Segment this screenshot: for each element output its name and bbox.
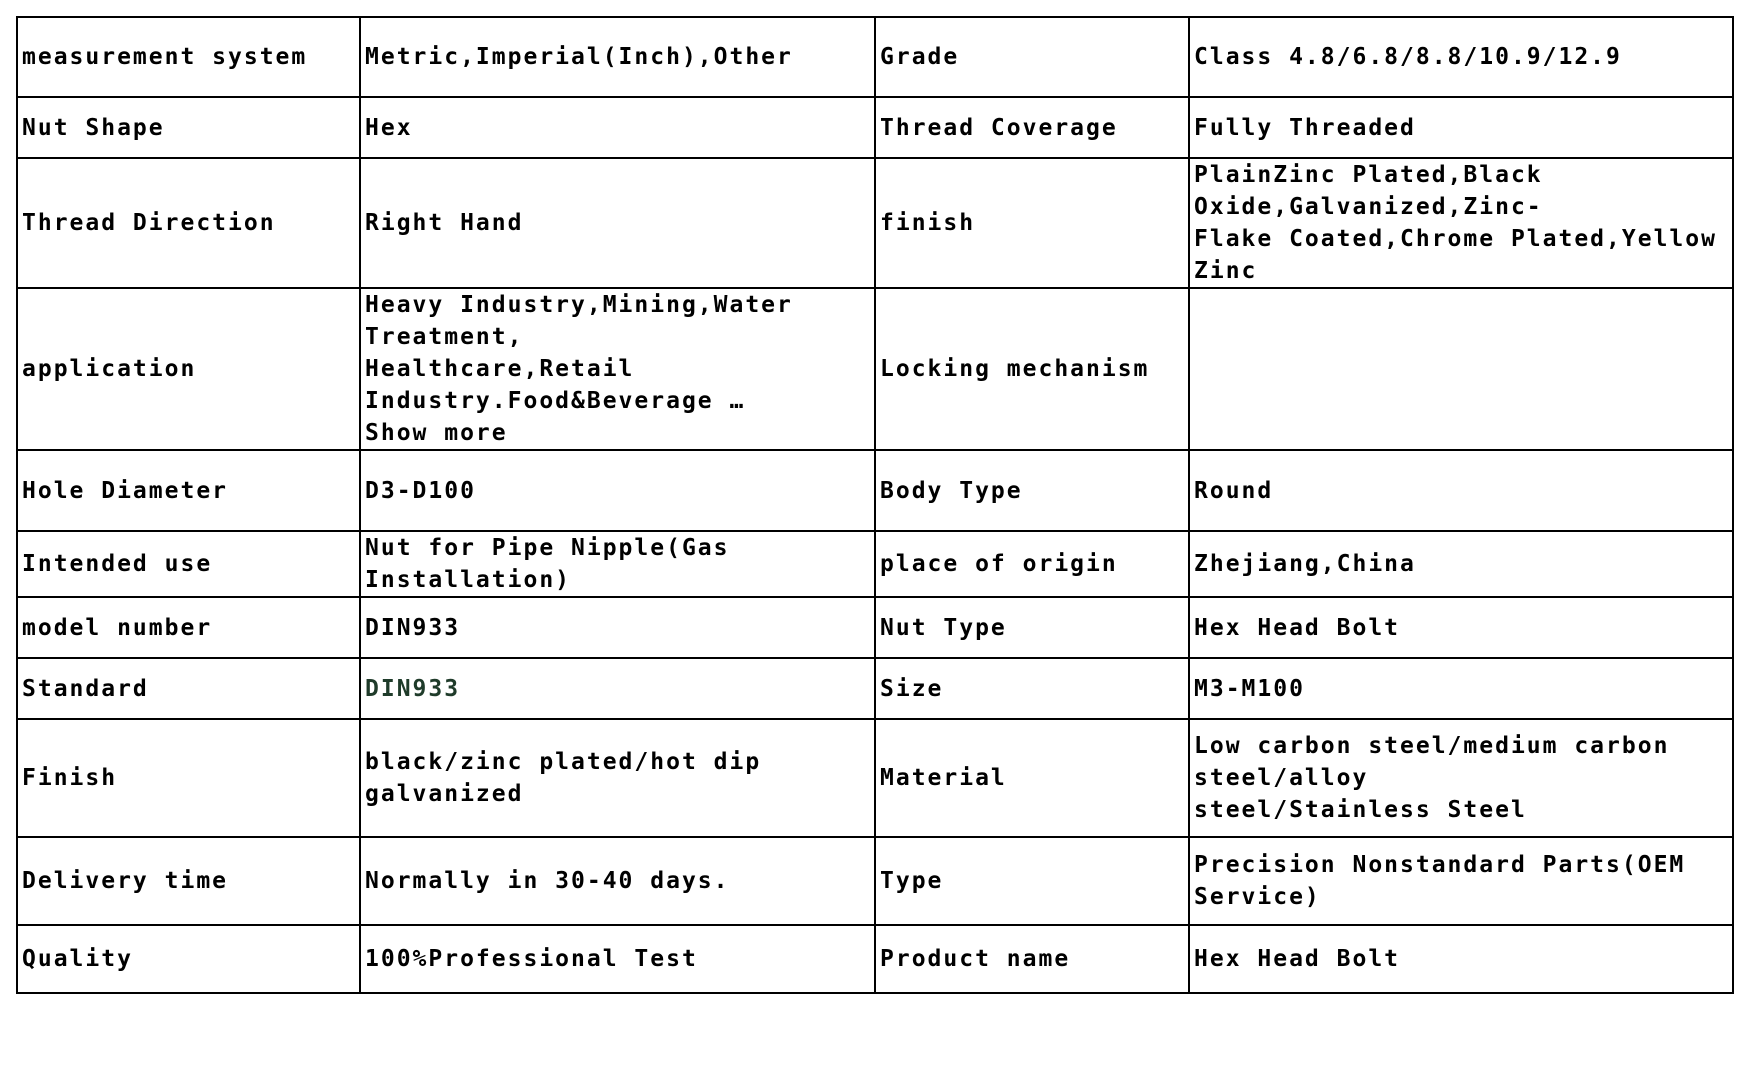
label-cell: application [17,288,360,450]
table-row [17,837,1733,925]
label-cell: measurement system [17,17,360,97]
value-cell: M3-M100 [1189,658,1733,719]
value-cell: Hex Head Bolt [1189,925,1733,993]
label-cell: Nut Type [875,597,1189,658]
label-cell: Nut Shape [17,97,360,158]
label-cell: Finish [17,719,360,837]
label-cell: Body Type [875,450,1189,531]
table-row [17,17,1733,97]
table-row [17,158,1733,288]
value-cell: black/zinc plated/hot dip galvanized [360,719,875,837]
value-cell: Hex Head Bolt [1189,597,1733,658]
label-cell: place of origin [875,531,1189,597]
spec-table [16,16,1734,994]
label-cell: model number [17,597,360,658]
value-cell: Hex [360,97,875,158]
value-cell: Metric,Imperial(Inch),Other [360,17,875,97]
value-cell: Nut for Pipe Nipple(Gas Installation) [360,531,875,597]
table-row [17,719,1733,837]
value-cell: Round [1189,450,1733,531]
value-cell: D3-D100 [360,450,875,531]
label-cell: Grade [875,17,1189,97]
value-cell [1189,288,1733,450]
value-cell: PlainZinc Plated,Black Oxide,Galvanized,Zinc- Flake Coated,Chrome Plated,Yellow Zinc [1189,158,1733,288]
label-cell: Delivery time [17,837,360,925]
value-cell: Right Hand [360,158,875,288]
table-row [17,658,1733,719]
value-cell[interactable]: Heavy Industry,Mining,Water Treatment, Healthcare,Retail Industry.Food&Beverage … Show more [360,288,875,450]
value-cell: Normally in 30-40 days. [360,837,875,925]
label-cell: Standard [17,658,360,719]
label-cell: Product name [875,925,1189,993]
table-row [17,597,1733,658]
label-cell: Size [875,658,1189,719]
label-cell: Locking mechanism [875,288,1189,450]
value-cell: Zhejiang,China [1189,531,1733,597]
label-cell: Intended use [17,531,360,597]
table-row [17,288,1733,450]
table-row [17,925,1733,993]
value-cell: Class 4.8/6.8/8.8/10.9/12.9 [1189,17,1733,97]
value-cell: Fully Threaded [1189,97,1733,158]
label-cell: finish [875,158,1189,288]
value-cell: DIN933 [360,597,875,658]
value-cell: DIN933 [360,658,875,719]
table-row [17,97,1733,158]
label-cell: Material [875,719,1189,837]
label-cell: Type [875,837,1189,925]
value-cell: Precision Nonstandard Parts(OEM Service) [1189,837,1733,925]
table-row [17,531,1733,597]
label-cell: Quality [17,925,360,993]
value-cell: Low carbon steel/medium carbon steel/alloy steel/Stainless Steel [1189,719,1733,837]
label-cell: Thread Direction [17,158,360,288]
label-cell: Hole Diameter [17,450,360,531]
value-cell: 100%Professional Test [360,925,875,993]
table-row [17,450,1733,531]
label-cell: Thread Coverage [875,97,1189,158]
